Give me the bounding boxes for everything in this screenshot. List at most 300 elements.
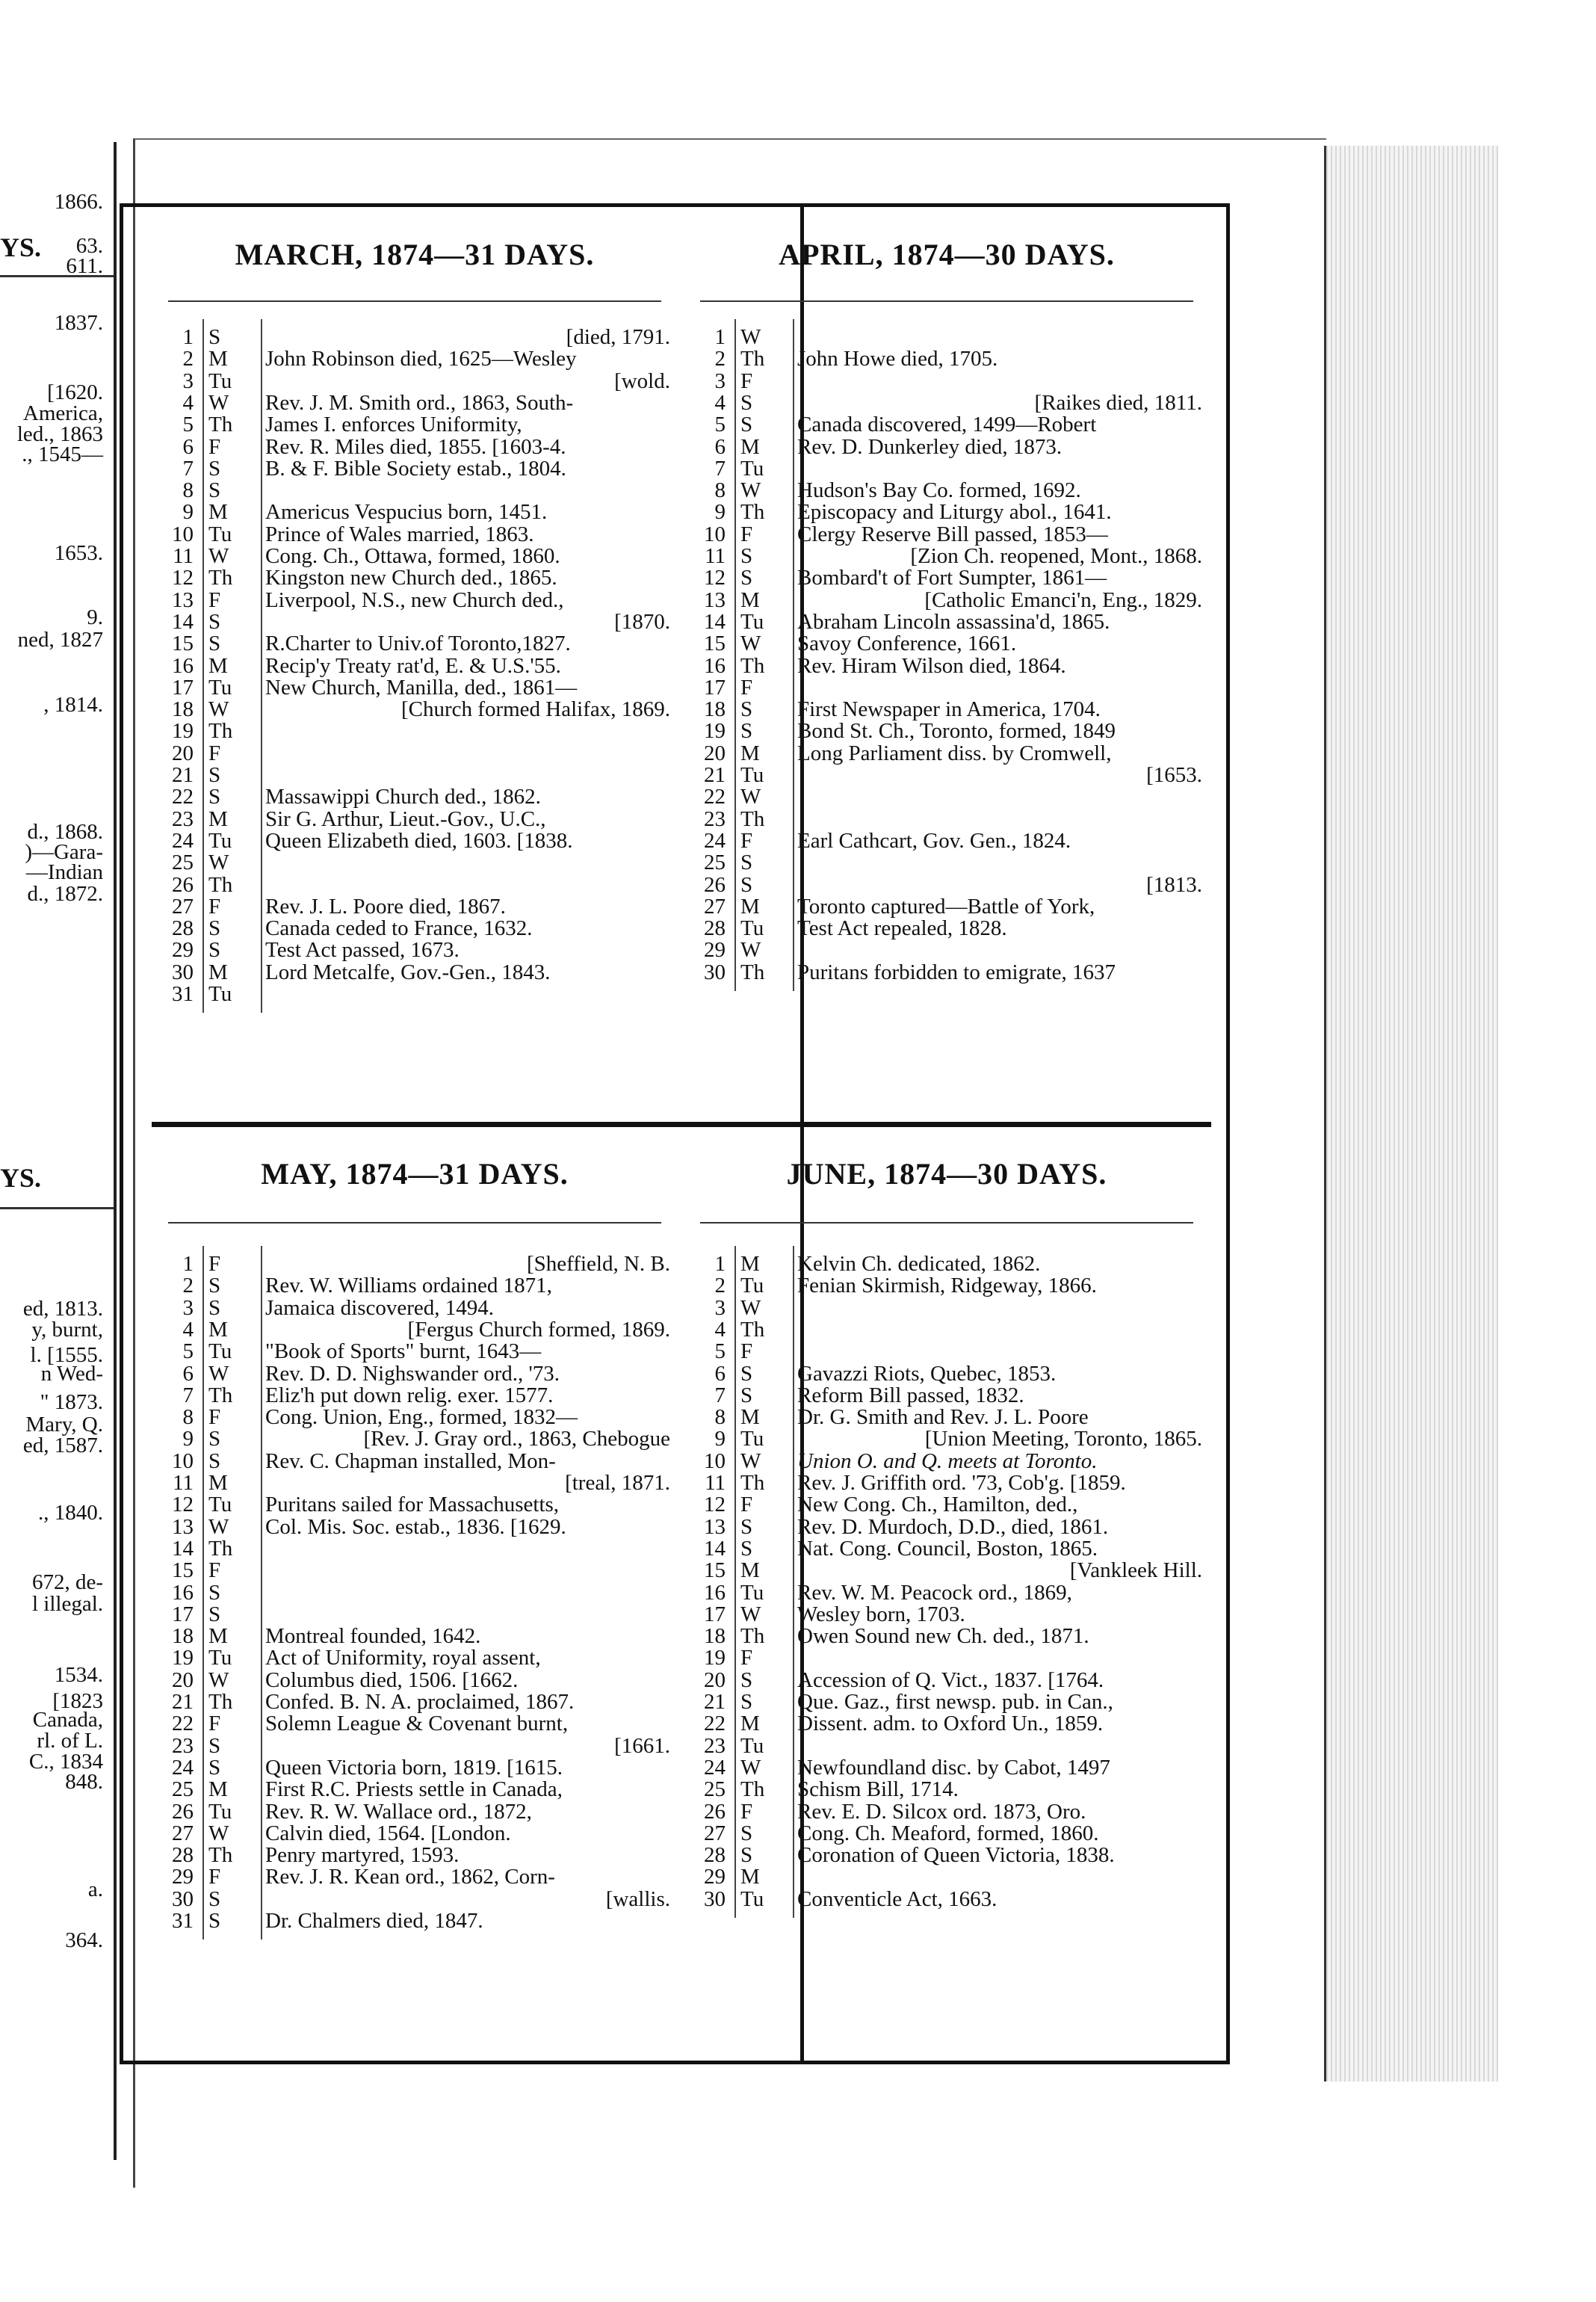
weekday: S	[740, 390, 753, 415]
weekday: S	[740, 1843, 753, 1868]
event-text: [1661.	[614, 1733, 670, 1758]
weekday: Th	[208, 719, 233, 744]
calendar-row	[153, 1777, 676, 1802]
previous-page-fragment: l. [1555.	[30, 1343, 103, 1367]
weekday: M	[740, 894, 760, 919]
calendar-row	[685, 1558, 1208, 1583]
previous-page-fragment: y, burnt,	[31, 1318, 103, 1342]
calendar-row	[685, 829, 1208, 854]
day-number: 5	[182, 413, 194, 437]
weekday: F	[208, 434, 221, 459]
weekday: S	[740, 1536, 753, 1561]
calendar-row	[153, 763, 676, 788]
day-number: 26	[704, 1799, 726, 1824]
day-number: 1	[714, 1252, 726, 1276]
weekday: Tu	[740, 1580, 764, 1605]
calendar-row	[685, 1296, 1208, 1321]
event-text: Test Act repealed, 1828.	[797, 916, 1007, 941]
day-number: 20	[704, 1667, 726, 1692]
weekday: S	[740, 566, 753, 590]
weekday: Th	[740, 1777, 765, 1802]
day-number: 4	[182, 390, 194, 415]
day-number: 6	[182, 434, 194, 459]
calendar-row	[153, 982, 676, 1007]
event-text: Montreal founded, 1642.	[265, 1624, 481, 1649]
weekday: Th	[740, 806, 765, 831]
event-text: New Cong. Ch., Hamilton, ded.,	[797, 1493, 1078, 1517]
previous-page-fragment: d., 1872.	[27, 882, 103, 906]
event-text: James I. enforces Uniformity,	[265, 413, 522, 437]
event-text: R.Charter to Univ.of Toronto,1827.	[265, 632, 571, 656]
day-number: 24	[172, 1755, 194, 1780]
day-number: 7	[714, 1383, 726, 1407]
event-text: [wallis.	[605, 1886, 670, 1911]
event-text: [1653.	[1146, 763, 1202, 787]
day-number: 29	[704, 938, 726, 963]
calendar-row	[685, 1887, 1208, 1912]
event-text: Rev. J. M. Smith ord., 1863, South-	[265, 390, 574, 415]
weekday: S	[740, 719, 753, 744]
day-number: 30	[172, 960, 194, 984]
calendar-row	[153, 413, 676, 437]
day-number: 4	[714, 390, 726, 415]
weekday: M	[208, 500, 228, 525]
calendar-row	[153, 1537, 676, 1561]
calendar-row	[153, 895, 676, 919]
day-number: 12	[704, 566, 726, 590]
calendar-row	[153, 1646, 676, 1670]
weekday: F	[208, 587, 221, 612]
event-text: Long Parliament diss. by Cromwell,	[797, 741, 1112, 765]
day-number: 1	[714, 325, 726, 349]
day-number: 16	[704, 653, 726, 678]
calendar-row	[685, 1602, 1208, 1627]
event-text: [Raikes died, 1811.	[1034, 390, 1202, 415]
day-number: 28	[704, 916, 726, 941]
weekday: S	[740, 413, 753, 437]
previous-page-fragment: C., 1834	[28, 1750, 103, 1774]
weekday: Th	[208, 1536, 233, 1561]
weekday: F	[740, 1799, 753, 1824]
weekday: W	[740, 1295, 761, 1320]
weekday: Th	[740, 347, 765, 371]
previous-page-fragment: 1866.	[54, 190, 103, 214]
calendar-row	[685, 1471, 1208, 1496]
day-number: 20	[172, 1667, 194, 1692]
weekday: S	[740, 544, 753, 568]
event-text: Canada ceded to France, 1632.	[265, 916, 533, 941]
calendar-row	[153, 873, 676, 898]
calendar-row	[153, 1471, 676, 1496]
weekday: S	[208, 609, 221, 634]
event-text: Que. Gaz., first newsp. pub. in Can.,	[797, 1690, 1113, 1714]
weekday: F	[208, 1405, 221, 1430]
weekday: S	[208, 1602, 221, 1626]
calendar-row	[685, 478, 1208, 503]
previous-page-fragment: 848.	[65, 1770, 103, 1794]
weekday: Tu	[208, 368, 232, 393]
calendar-row	[685, 1712, 1208, 1736]
day-number: 21	[704, 1690, 726, 1714]
event-text: Episcopacy and Liturgy abol., 1641.	[797, 500, 1112, 525]
calendar-row	[153, 1427, 676, 1451]
calendar-row	[153, 391, 676, 416]
event-text: [treal, 1871.	[565, 1471, 670, 1495]
calendar-row	[153, 1624, 676, 1649]
calendar-row	[153, 916, 676, 941]
weekday: Th	[740, 1624, 765, 1649]
day-number: 30	[704, 960, 726, 984]
weekday: Th	[208, 872, 233, 897]
day-number: 23	[172, 1733, 194, 1758]
day-number: 13	[172, 587, 194, 612]
day-number: 6	[714, 434, 726, 459]
calendar-row	[153, 457, 676, 481]
calendar-row	[153, 1493, 676, 1517]
event-text: Rev. D. Murdoch, D.D., died, 1861.	[797, 1514, 1109, 1539]
calendar-row	[685, 807, 1208, 832]
day-number: 22	[172, 1712, 194, 1736]
day-number: 7	[182, 1383, 194, 1407]
day-number: 29	[172, 1865, 194, 1889]
weekday: S	[208, 938, 221, 963]
day-number: 17	[704, 675, 726, 700]
calendar-row	[153, 1909, 676, 1934]
calendar-row	[685, 654, 1208, 679]
day-number: 21	[172, 763, 194, 787]
calendar-row	[685, 1756, 1208, 1780]
day-number: 20	[172, 741, 194, 765]
day-number: 25	[704, 851, 726, 875]
calendar-row	[153, 1800, 676, 1824]
month-title: MAY, 1874—31 DAYS.	[261, 1157, 569, 1191]
calendar-row	[153, 1843, 676, 1868]
event-text: [Church formed Halifax, 1869.	[401, 697, 670, 722]
day-number: 26	[704, 872, 726, 897]
calendar-row	[685, 413, 1208, 437]
calendar-row	[685, 1537, 1208, 1561]
weekday: S	[740, 1383, 753, 1407]
event-text: B. & F. Bible Society estab., 1804.	[265, 456, 566, 481]
calendar-row	[685, 1668, 1208, 1693]
calendar-row	[685, 676, 1208, 700]
calendar-row	[685, 1427, 1208, 1451]
calendar-frame	[120, 203, 1230, 2064]
event-text: New Church, Manilla, ded., 1861—	[265, 675, 578, 700]
event-text: Gavazzi Riots, Quebec, 1853.	[797, 1361, 1057, 1386]
weekday: Tu	[740, 916, 764, 941]
calendar-row	[685, 873, 1208, 898]
event-text: Accession of Q. Vict., 1837. [1764.	[797, 1667, 1104, 1692]
event-text: Rev. R. W. Wallace ord., 1872,	[265, 1799, 532, 1824]
day-number: 24	[704, 1755, 726, 1780]
event-text: [1870.	[614, 609, 670, 634]
event-text: Solemn League & Covenant burnt,	[265, 1712, 569, 1736]
weekday: F	[208, 741, 221, 765]
calendar-row	[153, 938, 676, 963]
calendar-row	[153, 1668, 676, 1693]
calendar-row	[685, 916, 1208, 941]
event-text: Rev. W. Williams ordained 1871,	[265, 1274, 552, 1298]
event-text: [Rev. J. Gray ord., 1863, Chebogue	[363, 1427, 670, 1451]
weekday: M	[208, 960, 228, 984]
day-number: 1	[182, 1252, 194, 1276]
event-text: Eliz'h put down relig. exer. 1577.	[265, 1383, 554, 1407]
calendar-row	[153, 1515, 676, 1540]
calendar-row	[153, 1362, 676, 1386]
day-number: 9	[182, 1427, 194, 1451]
day-number: 7	[714, 456, 726, 481]
weekday: S	[208, 1427, 221, 1451]
weekday: S	[740, 1667, 753, 1692]
calendar-row	[153, 1558, 676, 1583]
day-number: 18	[704, 697, 726, 722]
day-number: 21	[704, 763, 726, 787]
event-text: Prince of Wales married, 1863.	[265, 522, 534, 546]
calendar-row	[685, 325, 1208, 350]
calendar-row	[153, 1887, 676, 1912]
calendar-row	[685, 457, 1208, 481]
calendar-row	[685, 1777, 1208, 1802]
weekday: M	[740, 1558, 760, 1583]
day-number: 27	[704, 1821, 726, 1845]
event-text: Cong. Union, Eng., formed, 1832—	[265, 1405, 578, 1430]
day-number: 3	[182, 1295, 194, 1320]
month-block	[685, 229, 1208, 1111]
horizontal-divider	[152, 1122, 1211, 1127]
weekday: W	[740, 938, 761, 963]
weekday: Tu	[740, 609, 764, 634]
day-number: 27	[172, 894, 194, 919]
calendar-row	[685, 1339, 1208, 1364]
event-text: Rev. R. Miles died, 1855. [1603-4.	[265, 434, 566, 459]
weekday: W	[740, 632, 761, 656]
event-text: [Vankleek Hill.	[1069, 1558, 1202, 1583]
day-number: 31	[172, 1909, 194, 1933]
weekday: S	[740, 697, 753, 722]
day-number: 16	[172, 1580, 194, 1605]
weekday: M	[740, 587, 760, 612]
weekday: Tu	[740, 763, 764, 787]
calendar-row	[685, 1843, 1208, 1868]
previous-page-fragment: 9.	[87, 605, 103, 629]
day-number: 17	[172, 675, 194, 700]
previous-page-fragment: led., 1863	[16, 422, 103, 446]
weekday: S	[208, 456, 221, 481]
event-text: Jamaica discovered, 1494.	[265, 1295, 495, 1320]
day-number: 3	[714, 368, 726, 393]
event-text: Abraham Lincoln assassina'd, 1865.	[797, 609, 1110, 634]
event-text: "Book of Sports" burnt, 1643—	[265, 1339, 542, 1364]
weekday: W	[208, 1821, 229, 1845]
previous-page-fragment: ned, 1827	[17, 628, 103, 652]
weekday: Tu	[740, 1427, 764, 1451]
weekday: M	[208, 1471, 228, 1495]
calendar-row	[685, 544, 1208, 569]
previous-page-fragment: Mary, Q.	[25, 1413, 103, 1437]
weekday: M	[208, 806, 228, 831]
calendar-row	[153, 435, 676, 460]
event-text: [Fergus Church formed, 1869.	[407, 1317, 670, 1342]
month-block	[153, 229, 676, 1111]
event-text: Confed. B. N. A. proclaimed, 1867.	[265, 1690, 575, 1714]
calendar-row	[153, 1405, 676, 1430]
event-text: Rev. J. L. Poore died, 1867.	[265, 894, 506, 919]
day-number: 14	[704, 609, 726, 634]
day-number: 17	[704, 1602, 726, 1626]
calendar-row	[153, 325, 676, 350]
event-text: Rev. Hiram Wilson died, 1864.	[797, 653, 1066, 678]
month-title: JUNE, 1874—30 DAYS.	[786, 1157, 1107, 1191]
weekday: Th	[208, 413, 233, 437]
weekday: S	[208, 1909, 221, 1933]
calendar-row	[153, 1756, 676, 1780]
calendar-row	[153, 1712, 676, 1736]
calendar-row	[685, 1865, 1208, 1889]
event-text: Earl Cathcart, Gov. Gen., 1824.	[797, 828, 1071, 853]
day-number: 17	[172, 1602, 194, 1626]
day-number: 29	[704, 1865, 726, 1889]
calendar-row	[153, 478, 676, 503]
day-number: 11	[173, 1471, 194, 1495]
weekday: Tu	[208, 675, 232, 700]
previous-page-edge	[0, 142, 117, 2160]
calendar-row	[685, 391, 1208, 416]
day-number: 15	[172, 632, 194, 656]
day-number: 15	[704, 1558, 726, 1583]
calendar-row	[153, 697, 676, 722]
weekday: Tu	[740, 1274, 764, 1298]
weekday: Th	[208, 1843, 233, 1868]
day-number: 5	[714, 1339, 726, 1364]
weekday: S	[740, 1361, 753, 1386]
day-number: 1	[182, 325, 194, 349]
weekday: W	[740, 478, 761, 503]
calendar-row	[153, 785, 676, 809]
day-number: 20	[704, 741, 726, 765]
previous-page-fragment: " 1873.	[40, 1390, 103, 1414]
calendar-row	[685, 960, 1208, 985]
weekday: S	[208, 1733, 221, 1758]
event-text: [wold.	[614, 368, 670, 393]
event-text: Rev. E. D. Silcox ord. 1873, Oro.	[797, 1799, 1086, 1824]
previous-page-rule	[0, 1207, 114, 1209]
calendar-row	[153, 1296, 676, 1321]
event-text: Union O. and Q. meets at Toronto.	[797, 1448, 1098, 1473]
day-number: 18	[172, 1624, 194, 1649]
calendar-row	[685, 697, 1208, 722]
weekday: S	[740, 1690, 753, 1714]
previous-page-fragment: Canada,	[32, 1708, 103, 1732]
day-number: 30	[172, 1886, 194, 1911]
calendar-row	[153, 654, 676, 679]
event-text: Americus Vespucius born, 1451.	[265, 500, 548, 525]
day-number: 15	[172, 1558, 194, 1583]
weekday: M	[208, 1317, 228, 1342]
weekday: W	[208, 390, 229, 415]
calendar-row	[153, 1252, 676, 1277]
event-text: Fenian Skirmish, Ridgeway, 1866.	[797, 1274, 1097, 1298]
calendar-row	[153, 1602, 676, 1627]
previous-page-fragment: 364.	[65, 1928, 103, 1952]
weekday: S	[208, 1274, 221, 1298]
day-number: 25	[704, 1777, 726, 1802]
calendar-row	[153, 632, 676, 656]
weekday: S	[208, 916, 221, 941]
weekday: F	[208, 1865, 221, 1889]
weekday: W	[740, 1602, 761, 1626]
event-text: Dr. G. Smith and Rev. J. L. Poore	[797, 1405, 1089, 1430]
day-number: 22	[704, 785, 726, 809]
weekday: F	[740, 368, 753, 393]
event-text: [1813.	[1146, 872, 1202, 897]
weekday: Th	[208, 566, 233, 590]
day-number: 28	[704, 1843, 726, 1868]
weekday: Tu	[208, 1646, 232, 1670]
event-text: Dr. Chalmers died, 1847.	[265, 1909, 483, 1933]
calendar-row	[153, 566, 676, 590]
event-text: Rev. W. M. Peacock ord., 1869,	[797, 1580, 1072, 1605]
event-text: Sir G. Arthur, Lieut.-Gov., U.C.,	[265, 806, 546, 831]
event-text: Schism Bill, 1714.	[797, 1777, 959, 1802]
weekday: S	[208, 1886, 221, 1911]
calendar-row	[685, 500, 1208, 525]
calendar-row	[685, 1252, 1208, 1277]
weekday: Th	[740, 1317, 765, 1342]
calendar-row	[685, 1318, 1208, 1342]
calendar-row	[153, 1318, 676, 1342]
day-number: 27	[172, 1821, 194, 1845]
calendar-row	[685, 1362, 1208, 1386]
day-number: 19	[704, 1646, 726, 1670]
weekday: F	[740, 1646, 753, 1670]
weekday: Th	[740, 1471, 765, 1495]
event-text: Newfoundland disc. by Cabot, 1497	[797, 1755, 1110, 1780]
previous-page-fragment: )—Gara-	[25, 840, 103, 864]
calendar-row	[153, 347, 676, 371]
weekday: F	[208, 894, 221, 919]
event-text: Puritans forbidden to emigrate, 1637	[797, 960, 1116, 984]
event-text: Penry martyred, 1593.	[265, 1843, 460, 1868]
previous-page-fragment: n Wed-	[40, 1362, 103, 1386]
weekday: Tu	[208, 828, 232, 853]
day-number: 12	[704, 1493, 726, 1517]
day-number: 5	[182, 1339, 194, 1364]
day-number: 19	[172, 1646, 194, 1670]
weekday: W	[208, 1361, 229, 1386]
event-text: Canada discovered, 1499—Robert	[797, 413, 1097, 437]
weekday: Th	[208, 1383, 233, 1407]
calendar-row	[153, 500, 676, 525]
month-block	[685, 1149, 1208, 2031]
previous-page-fragment: [1620.	[47, 380, 103, 404]
event-text: Kingston new Church ded., 1865.	[265, 566, 557, 590]
weekday: F	[740, 1493, 753, 1517]
day-number: 8	[714, 478, 726, 503]
weekday: S	[208, 632, 221, 656]
event-text: Liverpool, N.S., new Church ded.,	[265, 587, 564, 612]
day-number: 15	[704, 632, 726, 656]
day-number: 11	[705, 1471, 726, 1495]
day-number: 21	[172, 1690, 194, 1714]
event-text: Owen Sound new Ch. ded., 1871.	[797, 1624, 1089, 1649]
day-number: 9	[182, 500, 194, 525]
month-title-rule	[168, 1222, 661, 1223]
event-text: Hudson's Bay Co. formed, 1692.	[797, 478, 1081, 503]
event-text: Lord Metcalfe, Gov.-Gen., 1843.	[265, 960, 551, 984]
event-text: John Howe died, 1705.	[797, 347, 998, 371]
day-number: 29	[172, 938, 194, 963]
